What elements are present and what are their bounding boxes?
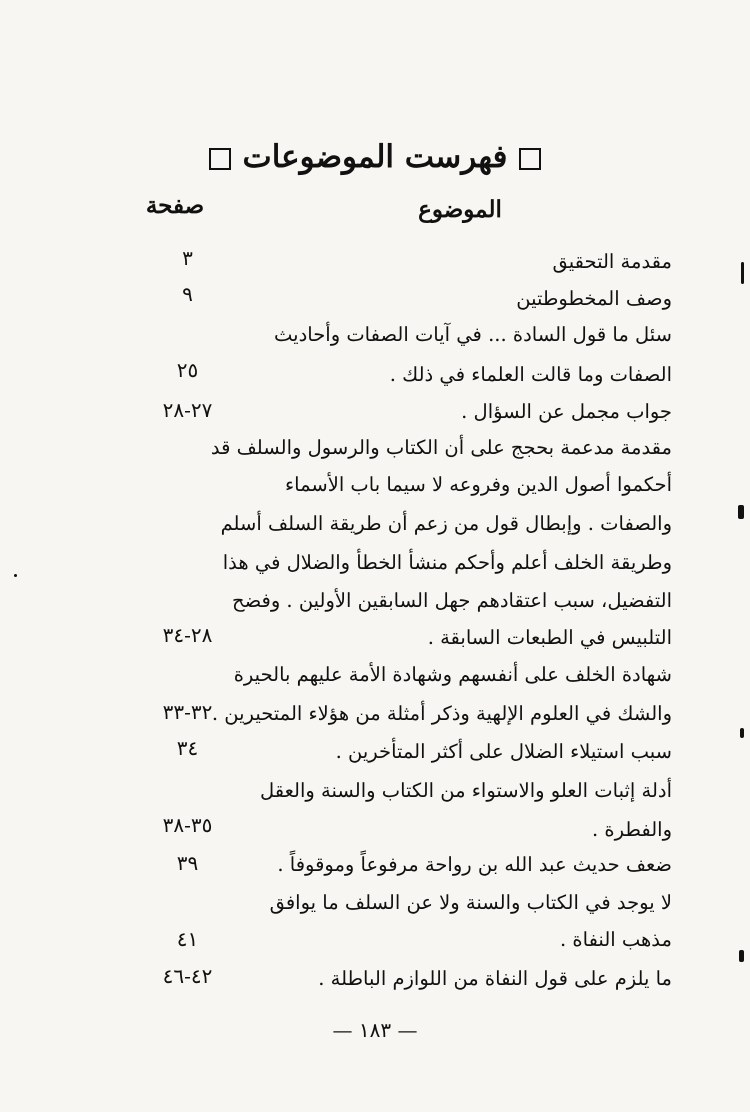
entry-line: ضعف حديث عبد الله بن رواحة مرفوعاً وموقوفاً .: [277, 853, 672, 876]
entry-line: وصف المخطوطتين: [516, 287, 672, 310]
entry-line: أدلة إثبات العلو والاستواء من الكتاب والسنة والعقل: [260, 779, 672, 802]
entry-line: التلبيس في الطبعات السابقة .: [427, 626, 672, 649]
page-number: ٣٥-٣٨: [162, 813, 213, 837]
folio-number: — ١٨٣ —: [332, 1018, 418, 1042]
entry-line: سبب استيلاء الضلال على أكثر المتأخرين .: [335, 740, 672, 763]
square-ornament-icon: [209, 148, 231, 170]
page-number: ٤٢-٤٦: [162, 964, 213, 988]
scan-mark: [739, 950, 744, 962]
entry-line: جواب مجمل عن السؤال .: [461, 400, 672, 423]
topic-column-header: الموضوع: [418, 196, 502, 223]
scan-mark: [14, 574, 17, 577]
entry-line: ما يلزم على قول النفاة من اللوازم الباطلة .: [318, 967, 672, 990]
square-ornament-icon: [519, 148, 541, 170]
entry-line: مذهب النفاة .: [560, 928, 672, 951]
page-number: ٢٧-٢٨: [162, 398, 213, 422]
entry-line: مقدمة التحقيق: [552, 250, 672, 273]
page-number: ٣٤: [176, 736, 199, 760]
page-number: ٣٢-٣٣: [162, 700, 213, 724]
entry-line: مقدمة مدعمة بحجج على أن الكتاب والرسول والسلف قد: [210, 436, 672, 459]
entry-line: والشك في العلوم الإلهية وذكر أمثلة من هؤلاء المتحيرين .: [211, 702, 672, 725]
page-number: ٢٨-٣٤: [162, 623, 213, 647]
entry-line: والصفات . وإبطال قول من زعم أن طريقة السلف أسلم: [220, 512, 672, 535]
page-number: ٣: [182, 246, 193, 270]
page-number: ٢٥: [176, 358, 199, 382]
entry-line: شهادة الخلف على أنفسهم وشهادة الأمة عليهم بالحيرة: [233, 663, 672, 686]
page-column-header: صفحة: [145, 192, 205, 219]
entry-line: لا يوجد في الكتاب والسنة ولا عن السلف ما يوافق: [269, 891, 672, 914]
scan-mark: [740, 728, 744, 738]
page-title: [0, 135, 750, 179]
entry-line: وطريقة الخلف أعلم وأحكم منشأ الخطأ والضلال في هذا: [222, 551, 672, 574]
entry-line: التفضيل، سبب اعتقادهم جهل السابقين الأولين . وفضح: [232, 589, 672, 612]
scan-mark: [741, 262, 744, 284]
entry-line: والفطرة .: [591, 818, 672, 841]
page-number: ٣٩: [176, 851, 199, 875]
title-text: فهرست الموضوعات: [242, 139, 508, 175]
entry-line: الصفات وما قالت العلماء في ذلك .: [389, 363, 672, 386]
scan-mark: [738, 505, 744, 519]
entry-line: سئل ما قول السادة ... في آيات الصفات وأحاديث: [274, 323, 672, 346]
entry-line: أحكموا أصول الدين وفروعه لا سيما باب الأسماء: [284, 473, 672, 496]
page-number: ٩: [182, 282, 193, 306]
page-number: ٤١: [176, 927, 199, 951]
